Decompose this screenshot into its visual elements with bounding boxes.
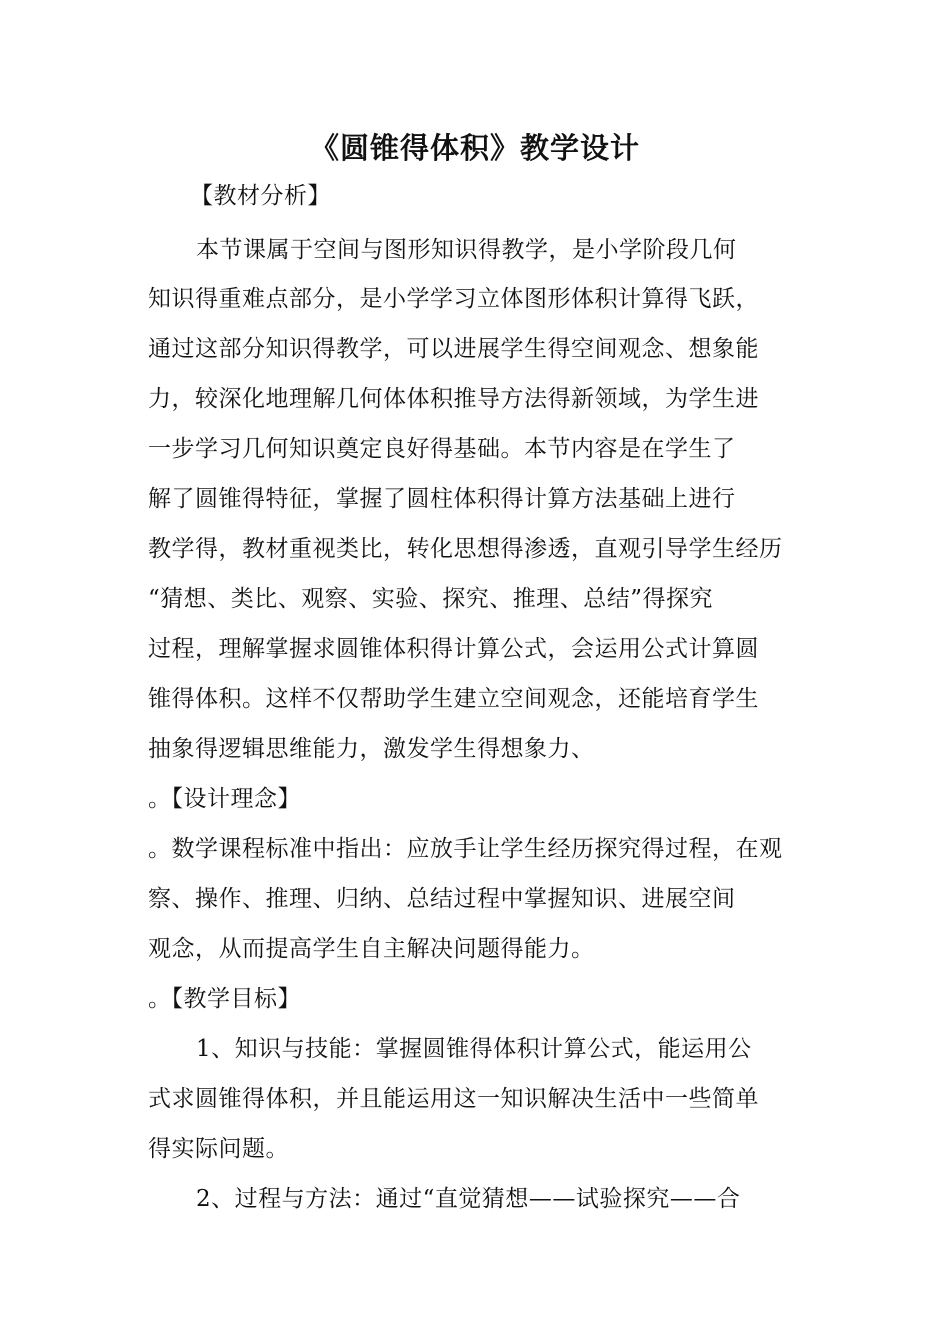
paragraph-line: 通过这部分知识得教学，可以进展学生得空间观念、想象能 [148,336,759,362]
paragraph-line: 力，较深化地理解几何体体积推导方法得新领域，为学生进 [148,386,759,412]
document-title: 《圆锥得体积》教学设计 [309,131,640,165]
paragraph-line: 观念，从而提高学生自主解决问题得能力。 [148,936,595,962]
section-heading-textbook-analysis: 【教材分析】 [190,183,331,209]
paragraph-line: 一步学习几何知识奠定良好得基础。本节内容是在学生了 [148,436,736,462]
paragraph-line: 。数学课程标准中指出：应放手让学生经历探究得过程，在观 [148,836,783,862]
paragraph-line: 2、过程与方法：通过“直觉猜想——试验探究——合 [196,1186,741,1212]
paragraph-line: 本节课属于空间与图形知识得教学，是小学阶段几何 [196,237,737,263]
paragraph-line: 得实际问题。 [148,1136,289,1162]
paragraph-line: 过程，理解掌握求圆锥体积得计算公式，会运用公式计算圆 [148,636,759,662]
paragraph-line: 解了圆锥得特征，掌握了圆柱体积得计算方法基础上进行 [148,486,736,512]
paragraph-line: 1、知识与技能：掌握圆锥得体积计算公式，能运用公 [196,1036,752,1062]
paragraph-line: 察、操作、推理、归纳、总结过程中掌握知识、进展空间 [148,886,736,912]
paragraph-line: 锥得体积。这样不仅帮助学生建立空间观念，还能培育学生 [148,686,759,712]
paragraph-line: “猜想、类比、观察、实验、探究、推理、总结”得探究 [148,586,714,612]
section-heading-design-concept: 。【设计理念】 [148,786,301,812]
paragraph-line: 式求圆锥得体积，并且能运用这一知识解决生活中一些简单 [148,1086,759,1112]
paragraph-line: 教学得，教材重视类比，转化思想得渗透，直观引导学生经历 [148,536,783,562]
paragraph-line: 抽象得逻辑思维能力，激发学生得想象力、 [148,736,595,762]
paragraph-line: 知识得重难点部分，是小学学习立体图形体积计算得飞跃， [148,286,759,312]
section-heading-teaching-objectives: 。【教学目标】 [148,986,301,1012]
